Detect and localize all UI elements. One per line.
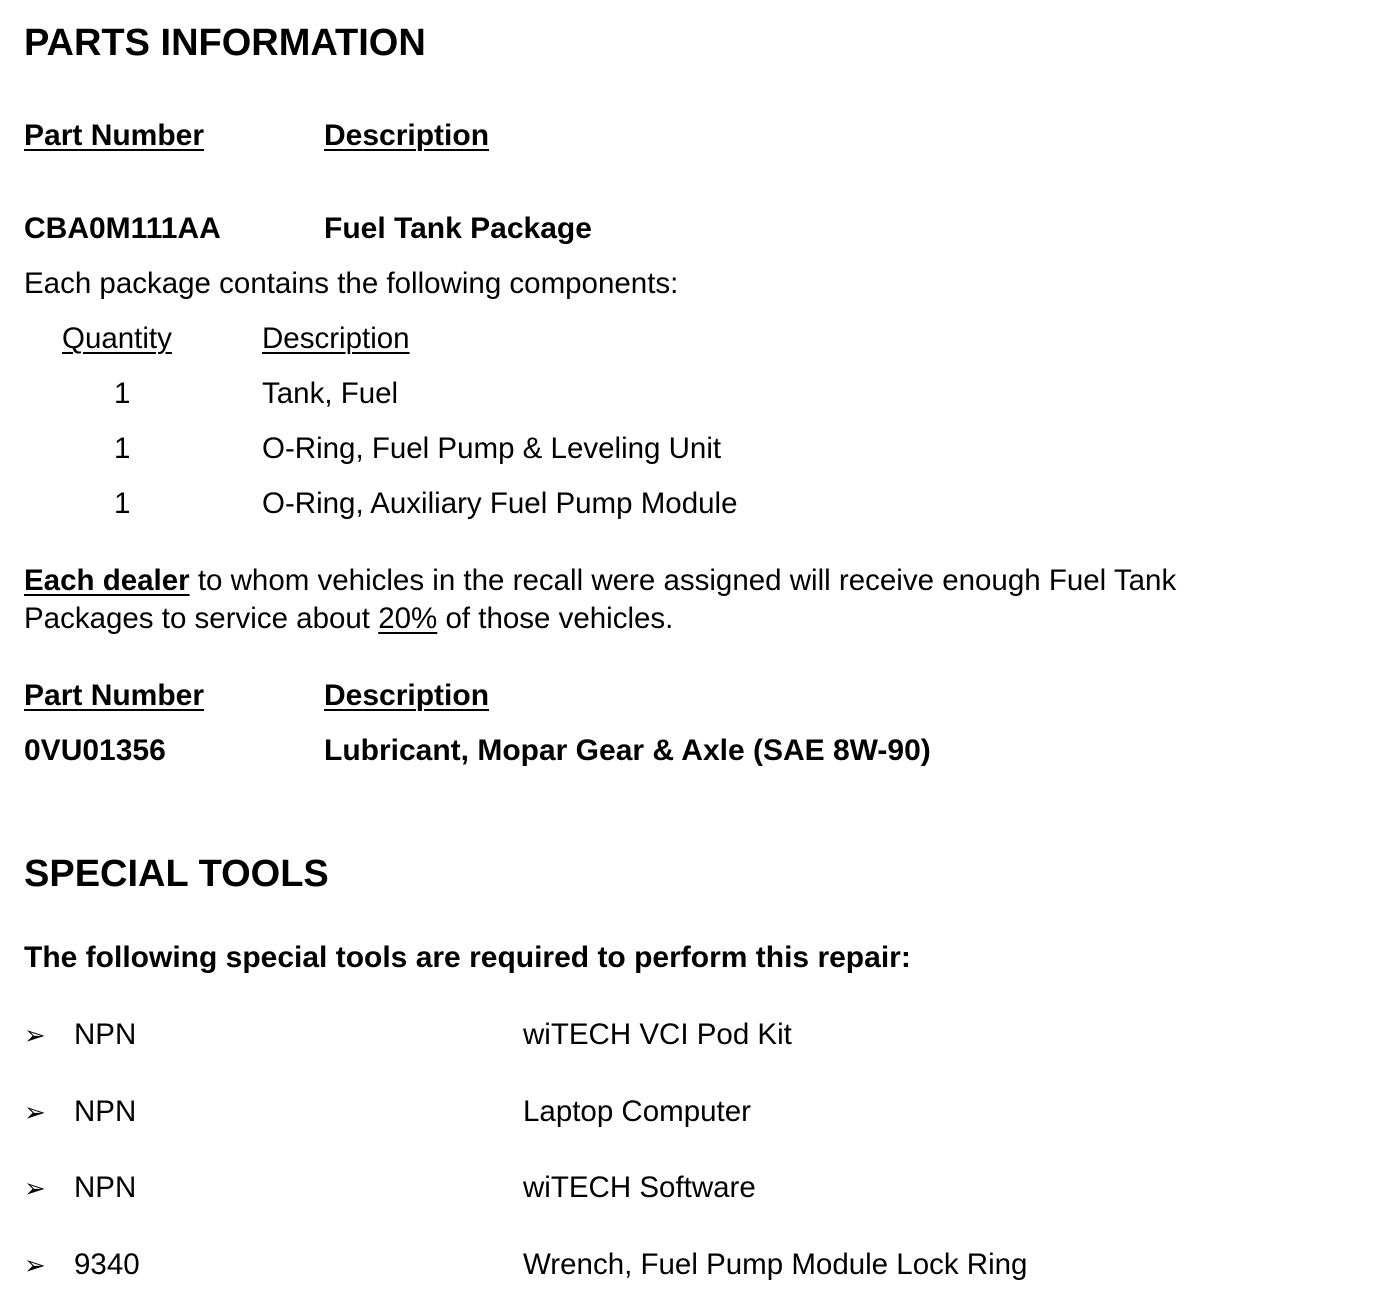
tool-number: NPN [74, 1171, 137, 1204]
tool-number: 9340 [74, 1248, 140, 1281]
tool-description: Wrench, Fuel Pump Module Lock Ring [523, 1248, 1028, 1281]
component-quantity: 1 [114, 487, 131, 520]
tool-number: NPN [74, 1018, 137, 1051]
component-quantity-header: Quantity [62, 322, 172, 355]
dealer-note-text: Packages to service about [24, 602, 379, 635]
tool-description: wiTECH VCI Pod Kit [523, 1018, 792, 1051]
tool-description: wiTECH Software [523, 1171, 756, 1204]
component-description: Tank, Fuel [262, 377, 399, 410]
component-quantity: 1 [114, 377, 131, 410]
dealer-note-line-1 [24, 563, 1176, 599]
arrow-bullet-icon: ➢ [24, 1097, 46, 1127]
part-number-column-header: Part Number [24, 679, 205, 712]
dealer-note-text: to whom vehicles in the recall were assigned will receive enough Fuel Tank [189, 564, 1177, 597]
component-description-header: Description [262, 322, 410, 355]
tool-description: Laptop Computer [523, 1095, 751, 1128]
description-column-header: Description [324, 679, 490, 712]
fuel-tank-package-description: Fuel Tank Package [324, 212, 592, 245]
special-tools-heading: SPECIAL TOOLS [24, 853, 329, 895]
tool-number: NPN [74, 1095, 137, 1128]
dealer-note-text: of those vehicles. [437, 602, 674, 635]
fuel-tank-package-part-number: CBA0M111AA [24, 212, 221, 245]
arrow-bullet-icon: ➢ [24, 1173, 46, 1203]
lubricant-description: Lubricant, Mopar Gear & Axle (SAE 8W-90) [324, 734, 931, 767]
dealer-note-line-2 [24, 601, 673, 637]
dealer-note-emphasis: Each dealer [24, 564, 190, 597]
component-description: O-Ring, Fuel Pump & Leveling Unit [262, 432, 722, 465]
parts-information-heading: PARTS INFORMATION [24, 22, 426, 64]
lubricant-part-number: 0VU01356 [24, 734, 166, 767]
package-contents-intro: Each package contains the following components: [24, 267, 679, 300]
arrow-bullet-icon: ➢ [24, 1020, 46, 1050]
component-description: O-Ring, Auxiliary Fuel Pump Module [262, 487, 738, 520]
arrow-bullet-icon: ➢ [24, 1250, 46, 1280]
description-column-header: Description [324, 119, 490, 152]
dealer-note-percent: 20% [378, 602, 438, 635]
component-quantity: 1 [114, 432, 131, 465]
special-tools-intro: The following special tools are required to perform this repair: [24, 941, 911, 974]
part-number-column-header: Part Number [24, 119, 205, 152]
